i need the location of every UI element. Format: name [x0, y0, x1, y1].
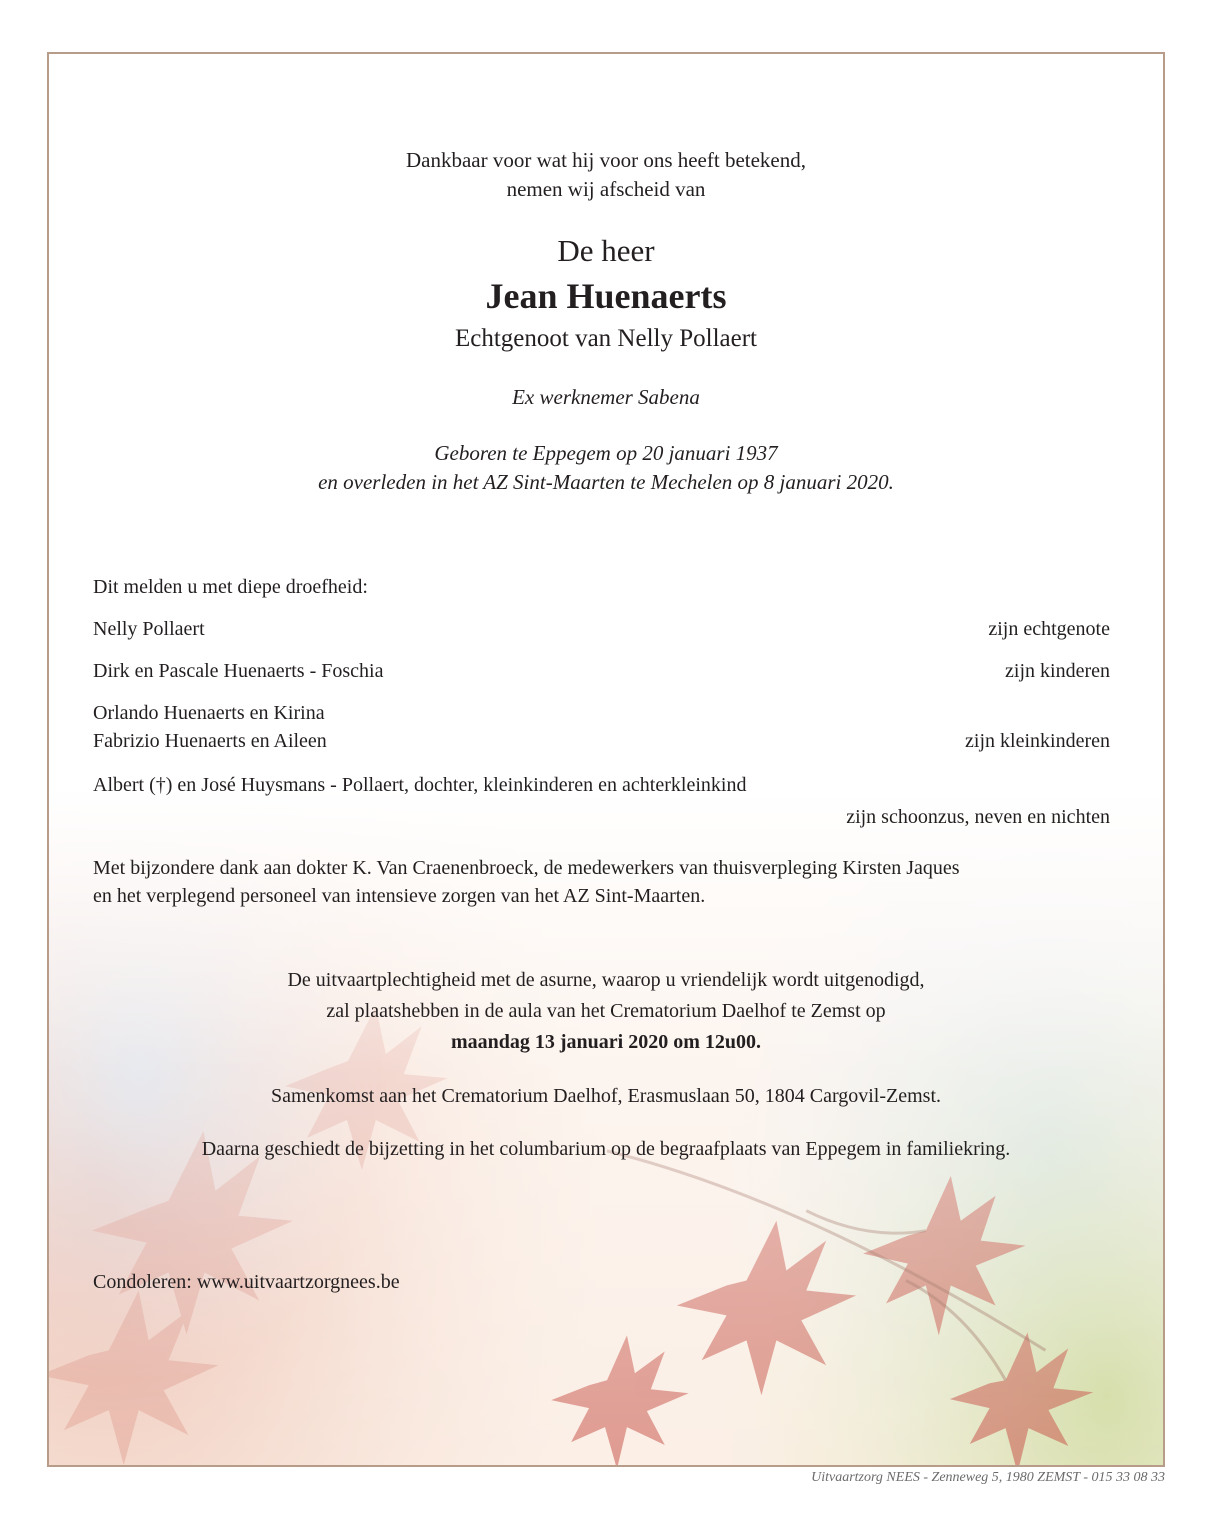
- obituary-content: [49, 54, 1163, 1465]
- birth-line: Geboren te Eppegem op 20 januari 1937: [434, 441, 778, 465]
- thanks-line-1: Met bijzondere dank aan dokter K. Van Craenenbroeck, de medewerkers van thuisverpleging Kirsten Jaques: [93, 857, 960, 879]
- condolences-line: Condoleren: www.uitvaartzorgnees.be: [93, 1271, 400, 1293]
- deceased-name: Jean Huenaerts: [485, 276, 727, 316]
- relative-names-line-2: Fabrizio Huenaerts en Aileen: [93, 730, 327, 752]
- relative-names: Dirk en Pascale Huenaerts - Foschia: [93, 660, 384, 682]
- relative-names-line-1: Orlando Huenaerts en Kirina: [93, 702, 325, 724]
- spouse-line: Echtgenoot van Nelly Pollaert: [454, 325, 757, 352]
- life-dates: [49, 439, 1163, 497]
- relative-names: [93, 699, 327, 755]
- funeral-line-2: zal plaatshebben in de aula van het Crematorium Daelhof te Zemst op: [326, 1000, 886, 1022]
- relative-names: Nelly Pollaert: [93, 618, 205, 640]
- relative-row: [93, 771, 1110, 831]
- announcement: Dit melden u met diepe droefheid:: [93, 576, 368, 598]
- relative-relation: zijn kleinkinderen: [965, 730, 1110, 752]
- obituary-card: [47, 52, 1165, 1467]
- relative-names: Albert (†) en José Huysmans - Pollaert, dochter, kleinkinderen en achterkleinkind: [93, 774, 747, 796]
- funeral-line-1: De uitvaartplechtigheid met de asurne, waarop u vriendelijk wordt uitgenodigd,: [287, 969, 925, 991]
- intro-line-2: nemen wij afscheid van: [506, 177, 706, 201]
- relative-relation: zijn echtgenote: [988, 618, 1110, 640]
- deceased-title: De heer: [557, 233, 655, 268]
- relative-row: [93, 699, 1110, 755]
- death-line: en overleden in het AZ Sint-Maarten te Mechelen op 8 januari 2020.: [318, 470, 894, 494]
- thanks-line-2: en het verplegend personeel van intensieve zorgen van het AZ Sint-Maarten.: [93, 885, 706, 907]
- relative-relation: zijn schoonzus, neven en nichten: [846, 806, 1110, 828]
- intro-text: [49, 146, 1163, 204]
- thanks-text: [93, 854, 1110, 910]
- burial-line: Daarna geschiedt de bijzetting in het columbarium op de begraafplaats van Eppegem in familiekring.: [201, 1138, 1011, 1160]
- intro-line-1: Dankbaar voor wat hij voor ons heeft betekend,: [405, 148, 807, 172]
- relative-relation: zijn kinderen: [1005, 660, 1110, 682]
- funeral-date: maandag 13 januari 2020 om 12u00.: [450, 1031, 762, 1053]
- meeting-line: Samenkomst aan het Crematorium Daelhof, Erasmuslaan 50, 1804 Cargovil-Zemst.: [270, 1085, 942, 1107]
- funeral-home-footer: Uitvaartzorg NEES - Zenneweg 5, 1980 ZEMST - 015 33 08 33: [811, 1470, 1165, 1485]
- relative-row: [93, 657, 1110, 685]
- relative-row: [93, 615, 1110, 643]
- occupation: Ex werknemer Sabena: [512, 385, 700, 409]
- funeral-details: [49, 965, 1163, 1058]
